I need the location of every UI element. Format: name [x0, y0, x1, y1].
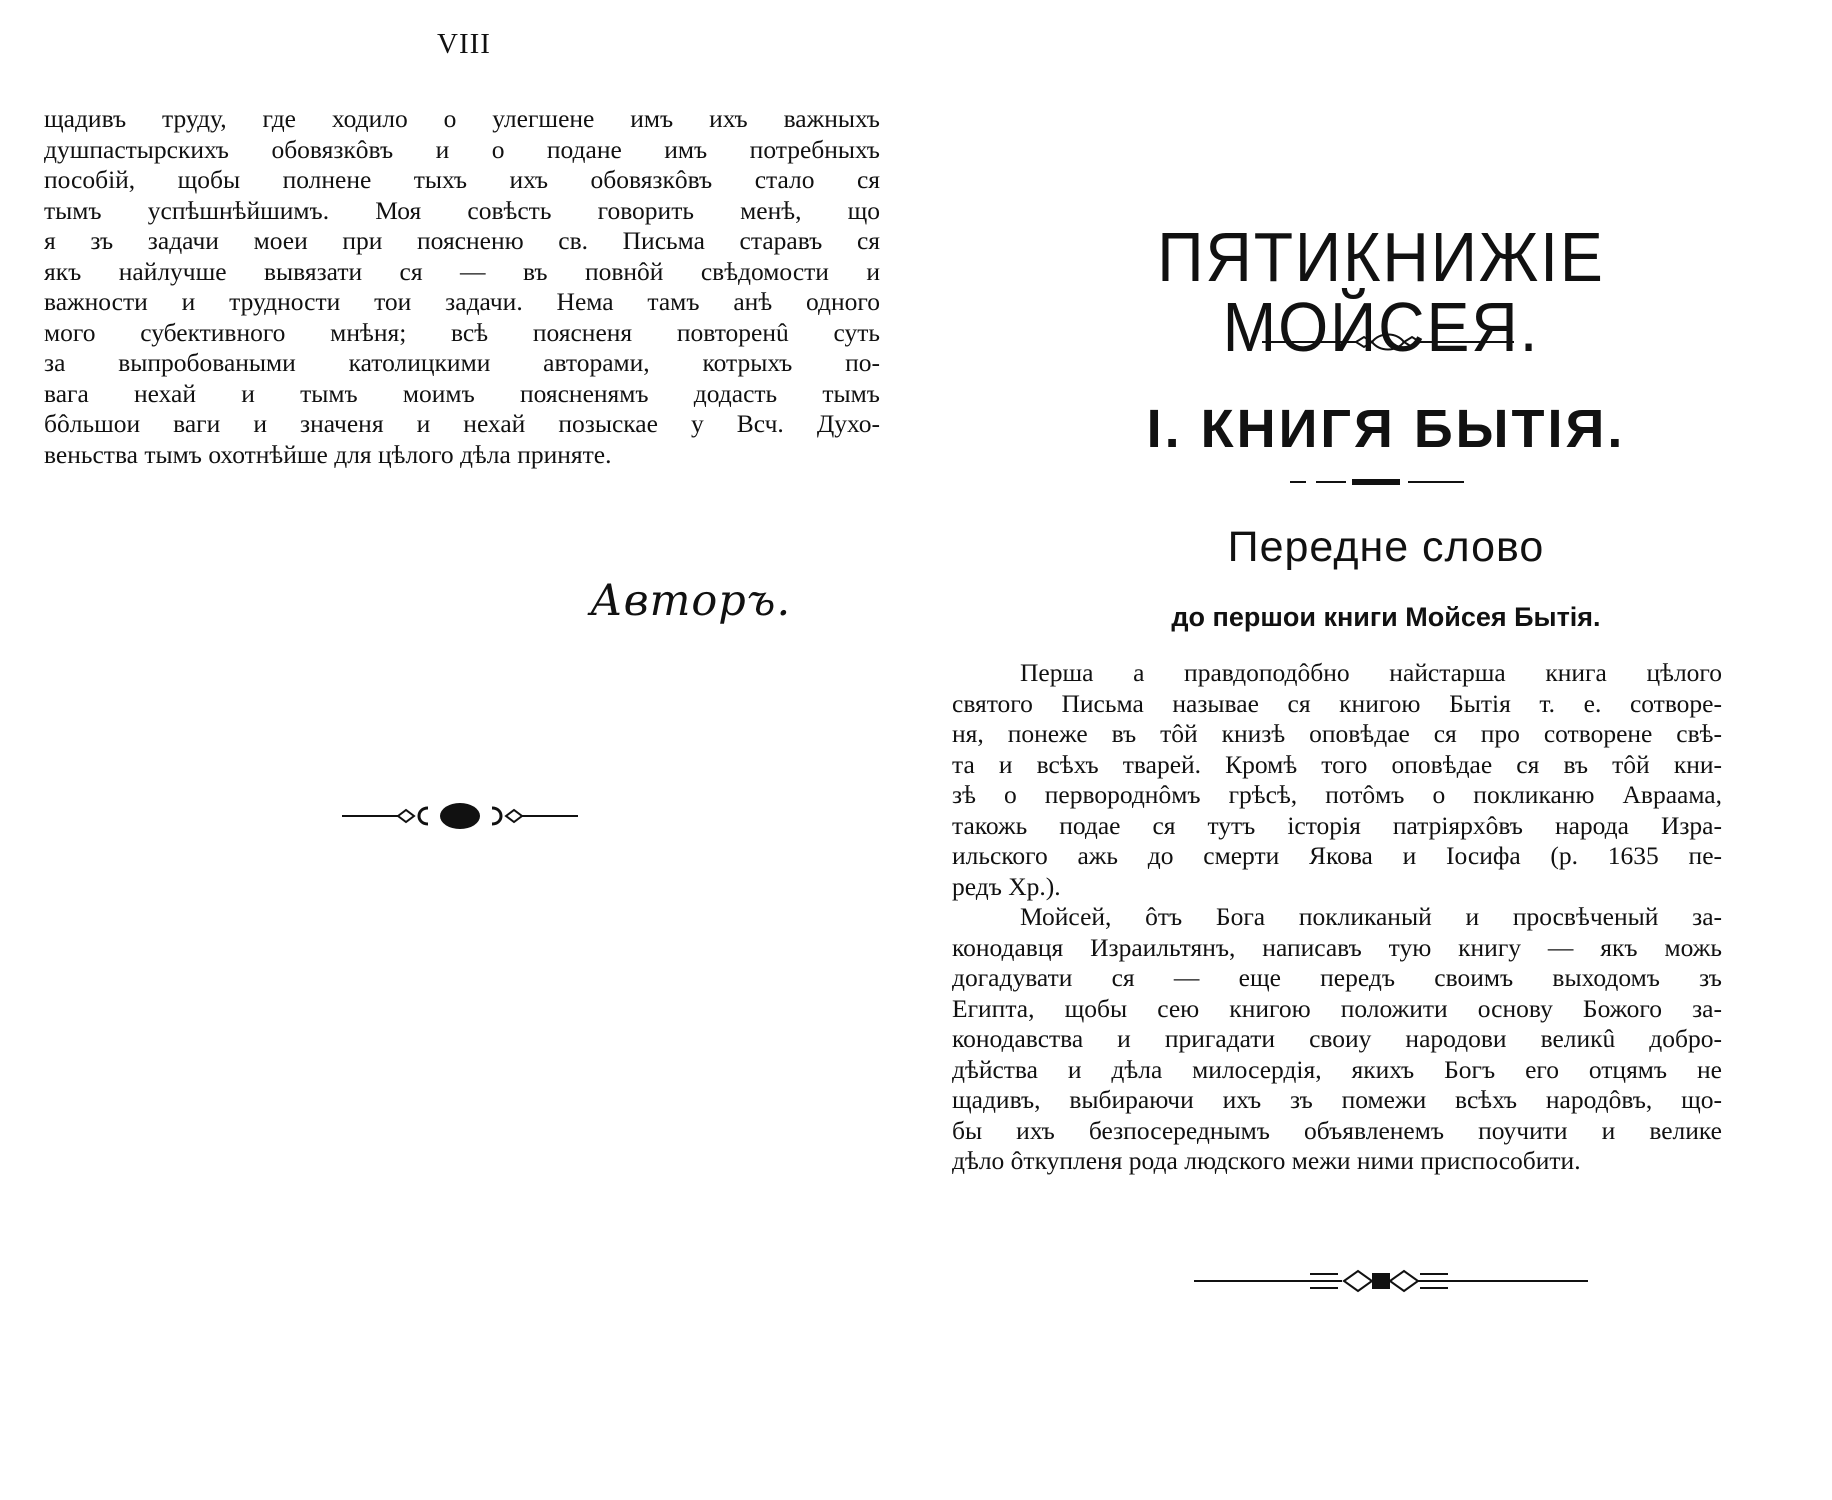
paragraph-1-line: зѣ о первороднôмъ грѣсѣ, потôмъ о покликаню Авраама,	[952, 780, 1722, 809]
author-signature: Авторъ.	[590, 576, 792, 626]
paragraph-2-line: Египта, щобы сею книгою положити основу Божого за-	[952, 993, 1722, 1023]
paragraph-2-line: щадивъ, выбираючи ихъ зъ помежи всѣхъ народôвъ, що-	[952, 1085, 1722, 1114]
book-name-divider	[1288, 474, 1466, 490]
paragraph-1-line: такожь подае ся тутъ історія патріярхôвъ народа Изра-	[952, 810, 1722, 840]
book-title: ПЯТИКНИЖІЕ МОЙСЕЯ.	[1157, 218, 1605, 366]
paragraph-2-line: бы ихъ безпосереднымъ объявленемъ поучити и велике	[952, 1115, 1722, 1145]
paragraph-2-line: конодавця Израильтянъ, написавъ тую книгу — якъ можь	[952, 932, 1722, 962]
right-page-body	[952, 658, 1722, 1177]
paragraph-1-line: ня, понеже въ тôй книзѣ оповѣдае ся про сотворене свѣ-	[952, 719, 1722, 748]
left-body-line: якъ найлучше вывязати ся — въ повнôй свѣдомости и	[44, 256, 880, 286]
left-body-line: вага нехай и тымъ моимъ поясненямъ додасть тымъ	[44, 378, 880, 408]
paragraph-2-line: догадувати ся — еще передъ своимъ выходомъ зъ	[952, 963, 1722, 992]
left-body-line: щадивъ труду, где ходило о улегшене имъ ихъ важныхъ	[44, 104, 880, 133]
left-closing-ornament	[340, 792, 580, 840]
title-divider-ornament	[1258, 328, 1518, 356]
left-body-line: веньства тымъ охотнѣйше для цѣлого дѣла приняте.	[44, 439, 612, 469]
page-number: VIII	[437, 28, 491, 60]
paragraph-1-line: Перша а правдоподôбно найстарша книга цѣлого	[1020, 658, 1722, 687]
left-body-line: за выпробоваными католицкими авторами, котрыхъ по-	[44, 348, 880, 377]
left-body-line: я зъ задачи моеи при поясненю св. Письма старавъ ся	[44, 226, 880, 255]
paragraph-2-line: Мойсей, ôтъ Бога покликаный и просвѣченый за-	[1020, 902, 1722, 931]
left-body-line: важности и трудности тои задачи. Нема тамъ анѣ одного	[44, 287, 880, 316]
paragraph-1-line: редъ Хр.).	[952, 871, 1061, 901]
right-closing-ornament	[1192, 1264, 1590, 1298]
left-body-line: пособій, щобы полнене тыхъ ихъ обовязкôвъ стало ся	[44, 165, 880, 194]
paragraph-1-line: ильского ажь до смерти Якова и Іосифа (р. 1635 пе-	[952, 841, 1722, 870]
left-body-line: бôльшои ваги и значеня и нехай позыскае у Всч. Духо-	[44, 409, 880, 438]
paragraph-2-line: дѣло ôткупленя рода людского межи ними приспособити.	[952, 1146, 1581, 1175]
preface-title: Передне слово	[1227, 523, 1545, 571]
left-body-line: душпастырскихъ обовязкôвъ и о подане имъ потребныхъ	[44, 134, 880, 164]
paragraph-2-line: конодавства и пригадати своиу народови великû добро-	[952, 1024, 1722, 1053]
paragraph-1-line: святого Письма называе ся книгою Бытія т. е. сотворе-	[952, 688, 1722, 718]
right-page	[916, 0, 1832, 1500]
left-page-body	[44, 104, 880, 470]
paragraph-1-line: та и всѣхъ тварей. Кромѣ того оповѣдае ся въ тôй кни-	[952, 749, 1722, 779]
book-name: I. КНИГЯ БЫТІЯ.	[1146, 399, 1626, 459]
paragraph-2-line: дѣйства и дѣла милосердія, якихъ Богъ его отцямъ не	[952, 1054, 1722, 1084]
left-body-line: тымъ успѣшнѣйшимъ. Моя совѣсть говорить менѣ, що	[44, 195, 880, 225]
left-body-line: мого субективного мнѣня; всѣ поясненя повторенû суть	[44, 317, 880, 347]
preface-subtitle: до першои книги Мойсея Бытія.	[1171, 602, 1601, 632]
